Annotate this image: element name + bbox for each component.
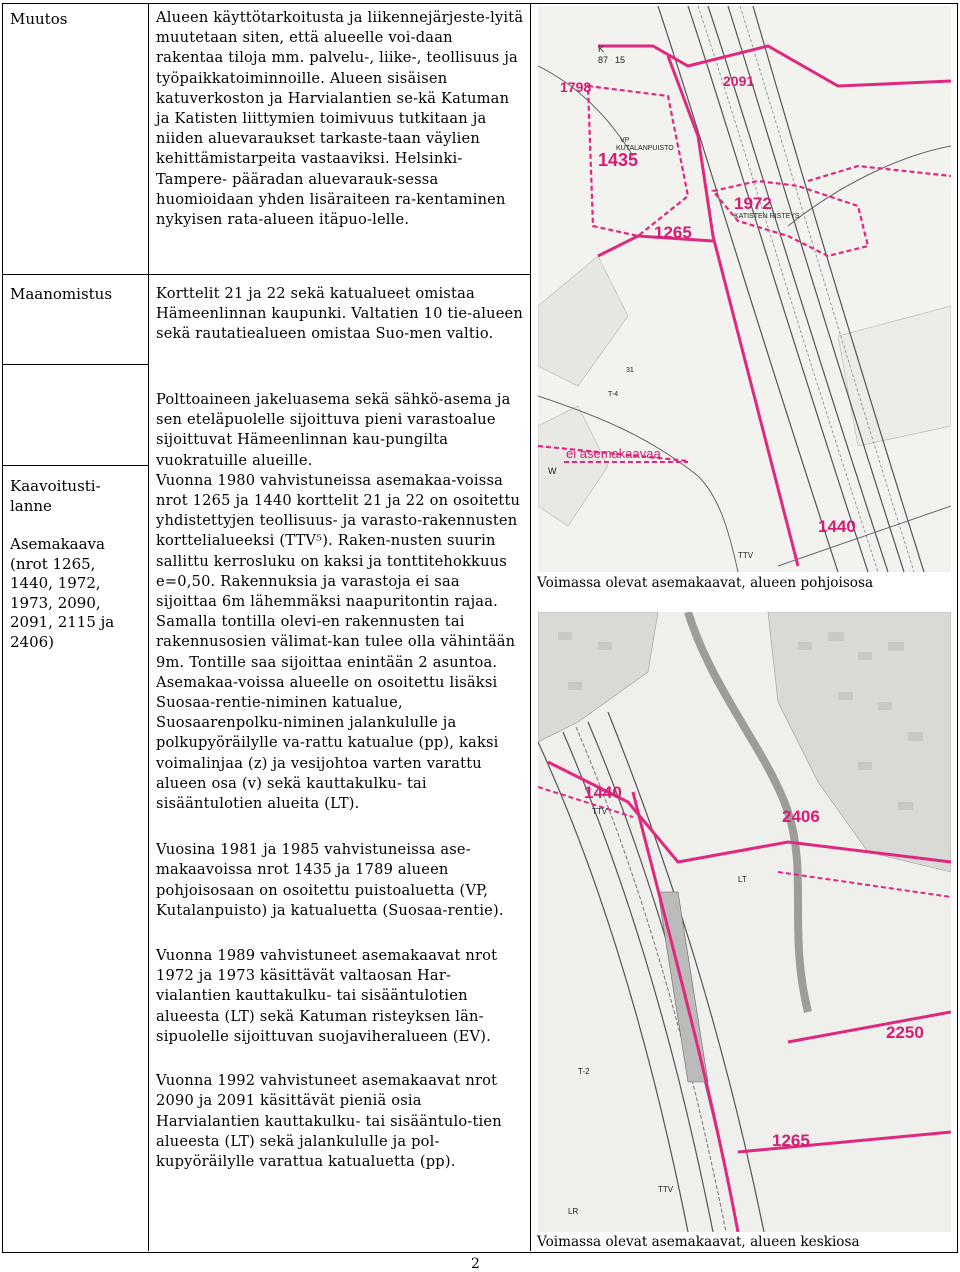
plan-label: 1440 bbox=[584, 783, 622, 802]
map-small-label: TTV bbox=[738, 551, 754, 560]
paragraph: Vuonna 1992 vahvistuneet asemakaavat nrot 2090 ja 2091 käsittävät pieniä osia Harvialantien kauttakulku- tai sisääntulo-tien alueesta (LT) sekä jalankululle ja pol-kupyöräilylle varattua katualuetta (pp). bbox=[156, 1072, 502, 1170]
row-label-kaavoitustilanne: Kaavoitusti- lanne Asemakaava (nrot 1265, 1440, 1972, 1973, 2090, 2091, 2115 ja 2406) bbox=[10, 477, 115, 651]
column-divider-2 bbox=[530, 3, 531, 1251]
map-small-label: ei asemakaavaa bbox=[566, 446, 661, 461]
zoning-map-central bbox=[538, 612, 951, 1232]
plan-label: 2091 bbox=[723, 73, 755, 89]
plan-label: 1265 bbox=[772, 1131, 810, 1150]
plan-label: 1798 bbox=[560, 79, 592, 95]
map-small-label: T-2 bbox=[578, 1067, 590, 1076]
plan-label: 1265 bbox=[654, 223, 692, 242]
map-small-label: 87 bbox=[598, 55, 609, 65]
plan-label: 2250 bbox=[886, 1023, 924, 1042]
row-label-muutos: Muutos bbox=[10, 10, 68, 28]
muutos-text bbox=[156, 8, 524, 230]
zoning-map-north bbox=[538, 6, 951, 572]
plan-label: 2406 bbox=[782, 807, 820, 826]
map-small-label: VP bbox=[620, 137, 630, 144]
plan-label: 1972 bbox=[734, 194, 772, 213]
map-caption-central: Voimassa olevat asemakaavat, alueen keskiosa bbox=[537, 1234, 860, 1250]
row-divider-2 bbox=[2, 364, 148, 365]
paragraph: Vuonna 1989 vahvistuneet asemakaavat nrot 1972 ja 1973 käsittävät valtaosan Har-vialantien kauttakulku- tai sisääntulotien alueesta (LT) sekä Katuman risteyksen län-sipuolelle sijoittuvan suojaviheralueen (EV). bbox=[156, 947, 498, 1045]
map-small-label: K bbox=[598, 44, 605, 54]
map-small-label: TTV bbox=[592, 807, 608, 816]
column-divider-1 bbox=[148, 3, 149, 1251]
kaavoitustilanne-text bbox=[156, 390, 524, 1172]
map-small-label: LR bbox=[568, 1207, 579, 1216]
map-small-label: KATISTEN RISTEYS bbox=[734, 213, 800, 220]
map-small-label: T-4 bbox=[608, 391, 619, 398]
map-small-label: KUTALANPUISTO bbox=[616, 145, 674, 152]
paragraph: Vuosina 1981 ja 1985 vahvistuneissa ase-makaavoissa nrot 1435 ja 1789 alueen pohjoisosaan on osoitettu puistoaluetta (VP, Kutalanpuisto) ja katualuetta (Suosaa-rentie). bbox=[156, 841, 504, 919]
maanomistus-text bbox=[156, 284, 524, 345]
map-small-label: W bbox=[548, 466, 557, 476]
row-divider-1 bbox=[2, 274, 530, 275]
map-small-label: 15 bbox=[615, 55, 626, 65]
plan-label: 1435 bbox=[598, 150, 639, 170]
paragraph: Vuonna 1980 vahvistuneissa asemakaa-voissa nrot 1265 ja 1440 korttelit 21 ja 22 on osoitettu yhdistettyjen teollisuus- ja varasto-rakennusten korttelialueeksi (TTV⁵). Raken-nusten suurin sallittu kerrosluku on kaksi ja tonttitehokkuus e=0,50. Rakennuksia ja varastoja ei saa sijoittaa 6m lähemmäksi naapuritontin rajaa. Samalla tontilla olevi-en rakennusten tai rakennusosien välimat-kan tulee olla vähintään 9m. Tontille saa sijoittaa enintään 2 asuntoa. Asemakaa-voissa alueelle on osoitettu lisäksi Suosaa-rentie-niminen katualue, Suosaarenpolku-niminen jalankululle ja polkupyöräilylle va-rattu katualue (pp), kaksi voimalinjaa (z) ja vesijohtoa varten varattu alueen osa (v) sekä kauttakulku- tai sisääntulotien alueita (LT). bbox=[156, 471, 521, 813]
row-label-maanomistus: Maanomistus bbox=[10, 285, 113, 303]
zoning-map-north-drawing bbox=[538, 6, 951, 572]
paragraph: Korttelit 21 ja 22 sekä katualueet omistaa Hämeenlinnan kaupunki. Valtatien 10 tie-alueen sekä rautatiealueen omistaa Suo-men valtio. bbox=[156, 285, 523, 343]
paragraph: Alueen käyttötarkoitusta ja liikennejärjeste-lyitä muutetaan siten, että alueelle voi-daan rakentaa tiloja mm. palvelu-, liike-, teollisuus ja työpaikkatoiminnoille. Alueen sisäisen katuverkoston ja Harvialantien se-kä Katuman ja Katisten liittymien toimivuus tutkitaan ja niiden aluevaraukset tarkaste-taan väylien kehittämistarpeita vastaaviksi. Helsinki-Tampere- pääradan aluevarauk-sessa huomioidaan yhden lisäraiteen ra-kentaminen nykyisen rata-alueen itäpuo-lelle. bbox=[156, 9, 524, 229]
map-small-label: LT bbox=[738, 875, 747, 884]
row-divider-3 bbox=[2, 465, 148, 466]
map-small-label: TTV bbox=[658, 1185, 674, 1194]
map-caption-north: Voimassa olevat asemakaavat, alueen pohjoisosa bbox=[537, 575, 874, 591]
plan-label: 1440 bbox=[818, 517, 856, 536]
paragraph: Polttoaineen jakeluasema sekä sähkö-asema ja sen eteläpuolelle sijoittuva pieni varastoalue sijoittuvat Hämeenlinnan kau-pungilta vuokratuille alueille. bbox=[156, 391, 511, 469]
zoning-map-central-drawing bbox=[538, 612, 951, 1232]
page-number: 2 bbox=[471, 1256, 480, 1272]
map-small-label: 31 bbox=[626, 367, 634, 374]
